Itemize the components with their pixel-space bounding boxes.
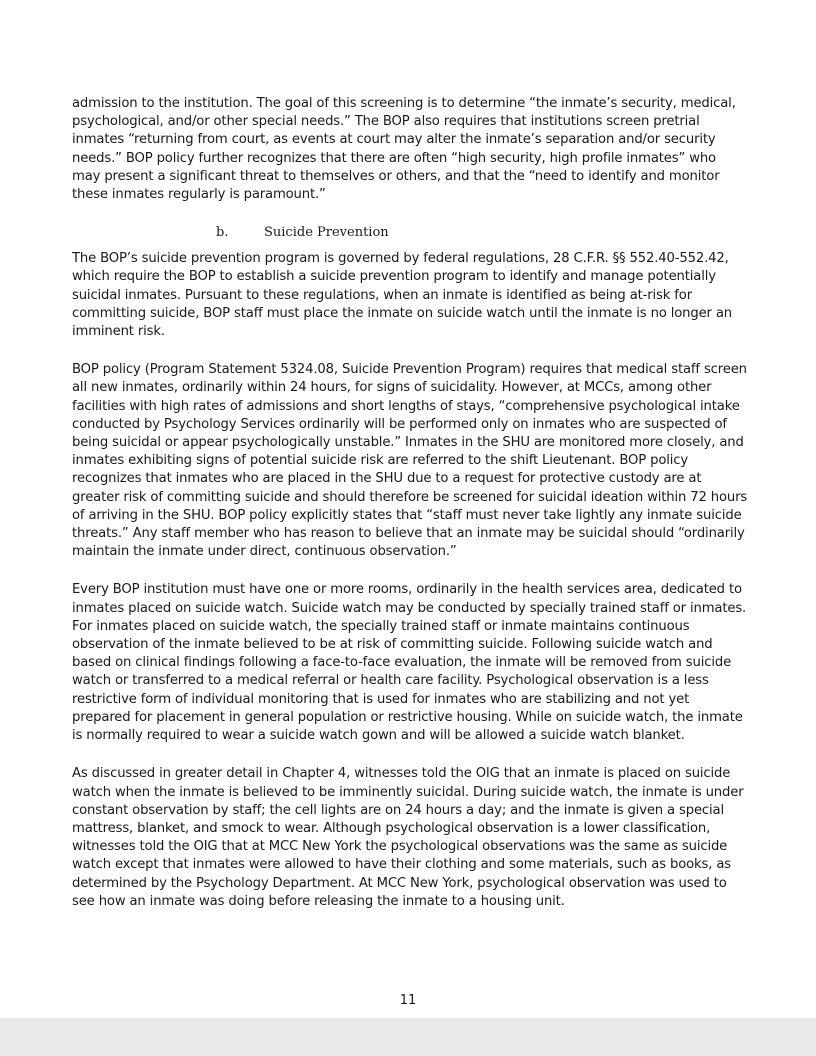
paragraph-regulations: The BOP’s suicide prevention program is governed by federal regulations, 28 C.F.R. §§ 552.40-552.42, which require the BOP to establish a suicide prevention program to identify and manage potentially suicidal inmates. Pursuant to these regulations, when an inmate is identified as being at-risk for committing suicide, BOP staff must place the inmate on suicide watch until the inmate is no longer an imminent risk. (72, 251, 733, 340)
section-heading (216, 224, 748, 242)
page-number: 11 (399, 993, 417, 1008)
section-number: b. (216, 225, 229, 241)
paragraph-admission-screening: admission to the institution. The goal of this screening is to determine “the inmate’s security, medical, psychological, and/or other special needs.” The BOP also requires that institutions screen pretrial inmates “returning from court, as events at court may alter the inmate’s separation and/or security needs.” BOP policy further recognizes that there are often “high security, high profile inmates” who may present a significant threat to themselves or others, and that the “need to identify and monitor these inmates regularly is paramount.” (72, 96, 736, 203)
paragraph-suicide-watch-rooms: Every BOP institution must have one or more rooms, ordinarily in the health services area, dedicated to inmates placed on suicide watch. Suicide watch may be conducted by specially trained staff or inmates. For inmates placed on suicide watch, the specially trained staff or inmate maintains continuous observation of the inmate believed to be at risk of committing suicide. Following suicide watch and based on clinical findings following a face-to-face evaluation, the inmate will be removed from suicide watch or transferred to a medical referral or health care facility. Psychological observation is a less restrictive form of individual monitoring that is used for inmates who are stabilizing and not yet prepared for placement in general population or restrictive housing. While on suicide watch, the inmate is normally required to wear a suicide watch gown and will be allowed a suicide watch blanket. (72, 582, 747, 744)
paragraph-bop-policy: BOP policy (Program Statement 5324.08, Suicide Prevention Program) requires that medical staff screen all new inmates, ordinarily within 24 hours, for signs of suicidality. However, at MCCs, among other facilities with high rates of admissions and short lengths of stays, “comprehensive psychological intake conducted by Psychology Services ordinarily will be performed only on inmates who are suspected of being suicidal or appear psychologically unstable.” Inmates in the SHU are monitored more closely, and inmates exhibiting signs of potential suicide risk are referred to the shift Lieutenant. BOP policy recognizes that inmates who are placed in the SHU due to a request for protective custody are at greater risk of committing suicide and should therefore be screened for suicidal ideation within 72 hours of arriving in the SHU. BOP policy explicitly states that “staff must never take lightly any inmate suicide threats.” Any staff member who has reason to believe that an inmate may be suicidal should “ordinarily maintain the inmate under direct, continuous observation.” (72, 362, 748, 560)
section-title: Suicide Prevention (264, 225, 389, 241)
paragraph-chapter-4-discussion: As discussed in greater detail in Chapter 4, witnesses told the OIG that an inmate is placed on suicide watch when the inmate is believed to be imminently suicidal. During suicide watch, the inmate is under constant observation by staff; the cell lights are on 24 hours a day; and the inmate is given a special mattress, blanket, and smock to wear. Although psychological observation is a lower classification, witnesses told the OIG that at MCC New York the psychological observations was the same as suicide watch except that inmates were allowed to have their clothing and some materials, such as books, as determined by the Psychology Department. At MCC New York, psychological observation was used to see how an inmate was doing before releasing the inmate to a housing unit. (72, 766, 744, 909)
viewer-footer-bar (0, 1018, 816, 1056)
page-content (72, 95, 748, 931)
